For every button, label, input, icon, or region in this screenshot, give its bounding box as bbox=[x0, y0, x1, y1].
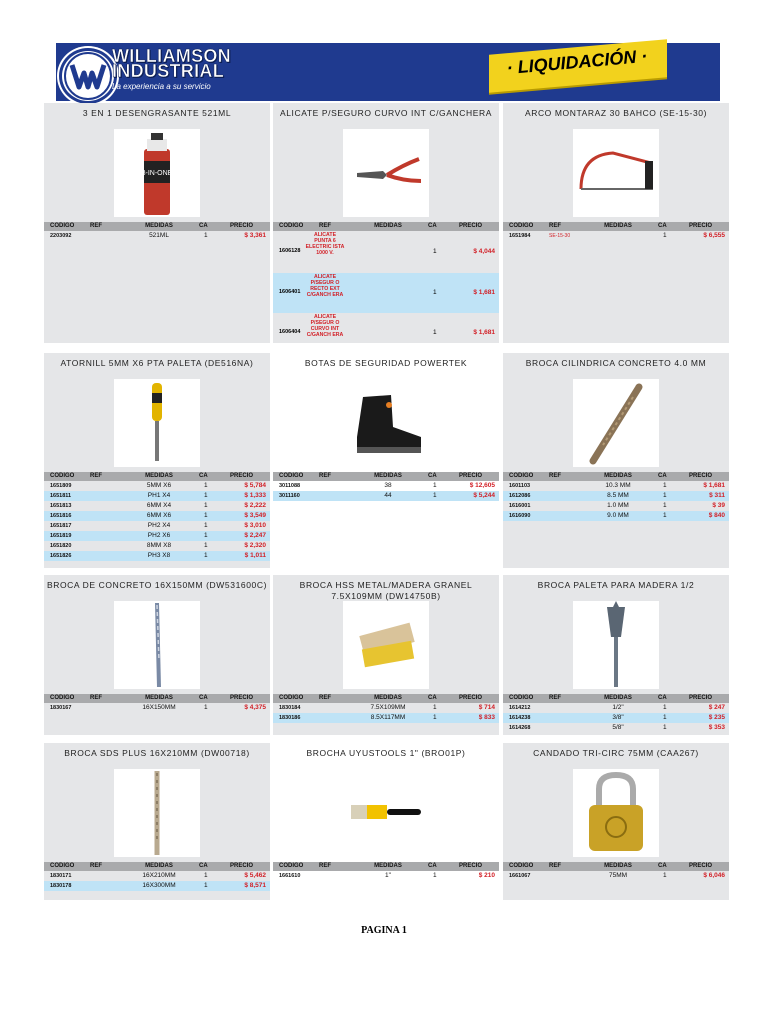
product-title: BROCA CILINDRICA CONCRETO 4.0 MM bbox=[525, 358, 707, 368]
cell-medidas: 5/8" bbox=[612, 724, 624, 731]
bow-saw-icon bbox=[573, 129, 659, 217]
table-row bbox=[273, 871, 499, 881]
cell-medidas: 7.5X109MM bbox=[370, 704, 406, 711]
cell-medidas: PH2 X4 bbox=[147, 522, 171, 529]
col-codigo: CODIGO bbox=[279, 473, 304, 479]
col-ca: CA bbox=[428, 863, 437, 869]
cell-ca: 1 bbox=[433, 714, 437, 721]
col-ref: REF bbox=[549, 473, 561, 479]
cell-codigo: 1601103 bbox=[509, 483, 531, 489]
product-card bbox=[273, 743, 499, 900]
cell-medidas: 10.3 MM bbox=[605, 482, 631, 489]
cell-codigo: 1606401 bbox=[279, 289, 301, 295]
col-codigo: CODIGO bbox=[50, 473, 75, 479]
col-codigo: CODIGO bbox=[279, 695, 304, 701]
cell-codigo: 1651817 bbox=[50, 523, 72, 529]
cell-ca: 1 bbox=[204, 882, 208, 889]
table-row bbox=[503, 871, 729, 881]
cell-precio: $ 6,555 bbox=[703, 232, 725, 239]
cell-precio: $ 353 bbox=[708, 724, 725, 731]
col-codigo: CODIGO bbox=[279, 863, 304, 869]
product-title: 3 EN 1 DESENGRASANTE 521ML bbox=[82, 108, 232, 118]
cell-ca: 1 bbox=[204, 542, 208, 549]
cell-ca: 1 bbox=[204, 522, 208, 529]
col-precio: PRECIO bbox=[459, 223, 483, 229]
col-codigo: CODIGO bbox=[50, 863, 75, 869]
table-row bbox=[44, 531, 270, 541]
col-codigo: CODIGO bbox=[279, 223, 304, 229]
cell-ca: 1 bbox=[433, 492, 437, 499]
svg-text:3-IN-ONE: 3-IN-ONE bbox=[141, 170, 173, 177]
table-header bbox=[44, 862, 270, 871]
col-codigo: CODIGO bbox=[509, 695, 534, 701]
col-medidas: MEDIDAS bbox=[604, 223, 632, 229]
table-row bbox=[44, 481, 270, 491]
product-title: BROCA PALETA PARA MADERA 1/2 bbox=[537, 580, 695, 590]
col-ca: CA bbox=[199, 223, 208, 229]
brand-name bbox=[112, 46, 231, 81]
cell-precio: $ 39 bbox=[712, 502, 725, 509]
product-card bbox=[503, 353, 729, 568]
product-card bbox=[44, 353, 270, 568]
col-medidas: MEDIDAS bbox=[145, 695, 173, 701]
table-row bbox=[44, 231, 270, 241]
cell-ca: 1 bbox=[204, 232, 208, 239]
cell-codigo: 1830171 bbox=[50, 873, 72, 879]
col-ref: REF bbox=[90, 473, 102, 479]
table-header bbox=[503, 862, 729, 871]
cell-codigo: 3011160 bbox=[279, 493, 300, 499]
table-row bbox=[503, 501, 729, 511]
cell-medidas: PH1 X4 bbox=[147, 492, 171, 499]
col-ref: REF bbox=[90, 223, 102, 229]
cell-medidas: 9.0 MM bbox=[607, 512, 629, 519]
col-precio: PRECIO bbox=[689, 223, 713, 229]
cell-ca: 1 bbox=[663, 232, 667, 239]
table-row bbox=[273, 313, 499, 353]
cell-codigo: 1830186 bbox=[279, 715, 301, 721]
cell-codigo: 1614212 bbox=[509, 705, 531, 711]
williamson-logo bbox=[59, 48, 117, 104]
cell-codigo: 1616001 bbox=[509, 503, 531, 509]
table-row bbox=[273, 481, 499, 491]
col-precio: PRECIO bbox=[459, 695, 483, 701]
cell-ca: 1 bbox=[204, 552, 208, 559]
cell-ca: 1 bbox=[663, 704, 667, 711]
cell-medidas: 5MM X6 bbox=[146, 482, 172, 489]
cell-precio: $ 4,044 bbox=[473, 248, 495, 255]
col-precio: PRECIO bbox=[230, 695, 254, 701]
cell-ca: 1 bbox=[663, 482, 667, 489]
cell-precio: $ 5,244 bbox=[473, 492, 495, 499]
table-header bbox=[44, 472, 270, 481]
cell-precio: $ 2,247 bbox=[244, 532, 266, 539]
cell-medidas: 44 bbox=[384, 492, 392, 499]
cell-ca: 1 bbox=[433, 289, 437, 296]
cell-medidas: 75MM bbox=[608, 872, 628, 879]
cell-ca: 1 bbox=[433, 329, 437, 336]
cell-codigo: 1606128 bbox=[279, 248, 301, 254]
product-title: CANDADO TRI-CIRC 75MM (CAA267) bbox=[533, 748, 699, 758]
cell-ca: 1 bbox=[204, 502, 208, 509]
concrete-bit-icon bbox=[114, 601, 200, 689]
col-ca: CA bbox=[199, 695, 208, 701]
paint-brush-icon bbox=[343, 769, 429, 857]
safety-boot-icon bbox=[343, 379, 429, 467]
product-card bbox=[503, 103, 729, 343]
cell-medidas: 6MM X4 bbox=[146, 502, 172, 509]
product-title: BROCA DE CONCRETO 16X150MM (DW531600C) bbox=[46, 580, 268, 590]
cell-codigo: 2203092 bbox=[50, 233, 72, 239]
product-card bbox=[44, 103, 270, 343]
cell-codigo: 1606404 bbox=[279, 329, 301, 335]
brand-line-1: WILLIAMSON bbox=[112, 46, 231, 66]
table-row bbox=[273, 231, 499, 273]
table-row bbox=[273, 703, 499, 713]
cell-medidas: 8MM X8 bbox=[146, 542, 172, 549]
cell-precio: $ 840 bbox=[708, 512, 725, 519]
cell-codigo: 1651816 bbox=[50, 513, 72, 519]
cell-codigo: 1612086 bbox=[509, 493, 531, 499]
col-precio: PRECIO bbox=[689, 863, 713, 869]
cell-ca: 1 bbox=[433, 248, 437, 255]
table-row bbox=[503, 491, 729, 501]
col-codigo: CODIGO bbox=[509, 223, 534, 229]
cell-codigo: 1651809 bbox=[50, 483, 72, 489]
cell-medidas: 38 bbox=[384, 482, 392, 489]
col-ca: CA bbox=[428, 473, 437, 479]
col-ref: REF bbox=[549, 863, 561, 869]
cell-codigo: 1651813 bbox=[50, 503, 72, 509]
cell-precio: $ 235 bbox=[708, 714, 725, 721]
col-ca: CA bbox=[658, 695, 667, 701]
cell-precio: $ 12,605 bbox=[469, 482, 495, 489]
product-card bbox=[44, 575, 270, 735]
col-ca: CA bbox=[658, 863, 667, 869]
cell-precio: $ 210 bbox=[478, 872, 495, 879]
col-ca: CA bbox=[199, 863, 208, 869]
cell-medidas: 3/8" bbox=[612, 714, 624, 721]
cell-codigo: 1830167 bbox=[50, 705, 72, 711]
cell-precio: $ 247 bbox=[708, 704, 725, 711]
col-precio: PRECIO bbox=[230, 223, 254, 229]
col-medidas: MEDIDAS bbox=[374, 473, 402, 479]
spray-can-icon bbox=[114, 129, 200, 217]
cell-codigo: 1616090 bbox=[509, 513, 531, 519]
padlock-icon bbox=[573, 769, 659, 857]
liquidacion-label: · LIQUIDACIÓN · bbox=[505, 45, 649, 79]
product-title: BROCA HSS METAL/MADERA GRANEL 7.5X109MM (DW14750B) bbox=[299, 580, 473, 601]
cell-precio: $ 714 bbox=[478, 704, 495, 711]
cell-ca: 1 bbox=[663, 714, 667, 721]
cell-medidas: 8.5 MM bbox=[607, 492, 629, 499]
product-card bbox=[273, 353, 499, 568]
cell-ca: 1 bbox=[433, 872, 437, 879]
product-title: ALICATE P/SEGURO CURVO INT C/GANCHERA bbox=[279, 108, 493, 118]
col-codigo: CODIGO bbox=[509, 473, 534, 479]
table-header bbox=[273, 222, 499, 231]
cell-ca: 1 bbox=[433, 482, 437, 489]
cell-ca: 1 bbox=[663, 502, 667, 509]
col-medidas: MEDIDAS bbox=[374, 695, 402, 701]
hss-bit-pack-icon bbox=[343, 601, 429, 689]
col-medidas: MEDIDAS bbox=[374, 863, 402, 869]
table-row bbox=[503, 723, 729, 733]
col-medidas: MEDIDAS bbox=[145, 863, 173, 869]
cell-medidas: 6MM X6 bbox=[146, 512, 172, 519]
product-title: BOTAS DE SEGURIDAD POWERTEK bbox=[304, 358, 468, 368]
table-row bbox=[273, 713, 499, 723]
cell-ref: ALICATE PUNTA 6 ELECTRIC ISTA 1000 V. bbox=[305, 232, 345, 256]
col-medidas: MEDIDAS bbox=[604, 473, 632, 479]
cell-codigo: 1651820 bbox=[50, 543, 72, 549]
table-row bbox=[44, 491, 270, 501]
cell-codigo: 1651819 bbox=[50, 533, 72, 539]
cell-ca: 1 bbox=[663, 872, 667, 879]
cell-codigo: 1661067 bbox=[509, 873, 531, 879]
col-precio: PRECIO bbox=[689, 695, 713, 701]
col-codigo: CODIGO bbox=[50, 695, 75, 701]
cell-ca: 1 bbox=[663, 492, 667, 499]
brand-tagline: La experiencia a su servicio bbox=[112, 82, 211, 91]
col-ref: REF bbox=[319, 223, 331, 229]
col-medidas: MEDIDAS bbox=[145, 473, 173, 479]
col-precio: PRECIO bbox=[459, 863, 483, 869]
col-ref: REF bbox=[319, 863, 331, 869]
cell-precio: $ 311 bbox=[709, 492, 725, 499]
cell-codigo: 1830178 bbox=[50, 883, 72, 889]
table-row bbox=[503, 511, 729, 521]
screwdriver-icon bbox=[114, 379, 200, 467]
cell-precio: $ 1,681 bbox=[473, 289, 495, 296]
product-card bbox=[503, 575, 729, 735]
cell-medidas: 16X150MM bbox=[142, 704, 176, 711]
cell-medidas: 16X210MM bbox=[142, 872, 176, 879]
product-title: BROCA SDS PLUS 16X210MM (DW00718) bbox=[64, 748, 250, 758]
col-precio: PRECIO bbox=[230, 863, 254, 869]
cell-precio: $ 2,320 bbox=[244, 542, 266, 549]
col-medidas: MEDIDAS bbox=[604, 695, 632, 701]
brand-line-2: INDUSTRIAL bbox=[112, 61, 224, 81]
col-medidas: MEDIDAS bbox=[374, 223, 402, 229]
cell-medidas: 1.0 MM bbox=[607, 502, 629, 509]
cell-codigo: 1614238 bbox=[509, 715, 531, 721]
cell-ref: ALICATE P/SEGUR O CURVO INT C/GANCH ERA bbox=[306, 314, 344, 338]
cell-medidas: 1" bbox=[385, 872, 391, 879]
table-header bbox=[44, 694, 270, 703]
col-ca: CA bbox=[658, 473, 667, 479]
cell-codigo: 1651826 bbox=[50, 553, 72, 559]
cell-ca: 1 bbox=[204, 872, 208, 879]
cell-ca: 1 bbox=[663, 512, 667, 519]
drill-bit-icon bbox=[573, 379, 659, 467]
product-card bbox=[44, 743, 270, 900]
cell-ca: 1 bbox=[204, 492, 208, 499]
table-row bbox=[44, 501, 270, 511]
table-row bbox=[503, 481, 729, 491]
cell-precio: $ 1,681 bbox=[703, 482, 725, 489]
cell-precio: $ 4,375 bbox=[244, 704, 266, 711]
cell-medidas: 16X300MM bbox=[142, 882, 176, 889]
col-ca: CA bbox=[428, 695, 437, 701]
cell-precio: $ 2,222 bbox=[244, 502, 266, 509]
table-header bbox=[503, 222, 729, 231]
product-card bbox=[273, 103, 499, 343]
table-row bbox=[503, 231, 729, 241]
col-codigo: CODIGO bbox=[509, 863, 534, 869]
product-title: ATORNILL 5MM X6 PTA PALETA (DE516NA) bbox=[60, 358, 254, 368]
cell-precio: $ 5,462 bbox=[244, 872, 266, 879]
cell-medidas: 1/2" bbox=[612, 704, 624, 711]
cell-precio: $ 6,046 bbox=[703, 872, 725, 879]
cell-ref: ALICATE P/SEGUR O RECTO EXT C/GANCH ERA bbox=[306, 274, 344, 298]
table-row bbox=[503, 703, 729, 713]
col-ref: REF bbox=[319, 695, 331, 701]
sds-bit-icon bbox=[114, 769, 200, 857]
cell-precio: $ 1,011 bbox=[244, 552, 266, 559]
cell-ca: 1 bbox=[433, 704, 437, 711]
col-precio: PRECIO bbox=[689, 473, 713, 479]
cell-ca: 1 bbox=[663, 724, 667, 731]
col-precio: PRECIO bbox=[230, 473, 254, 479]
page-number: PAGINA 1 bbox=[361, 925, 407, 936]
cell-ca: 1 bbox=[204, 482, 208, 489]
pliers-icon bbox=[343, 129, 429, 217]
table-row bbox=[503, 713, 729, 723]
cell-medidas: PH2 X6 bbox=[147, 532, 171, 539]
cell-codigo: 3011088 bbox=[279, 483, 301, 489]
cell-codigo: 1651984 bbox=[509, 233, 531, 239]
cell-precio: $ 8,571 bbox=[244, 882, 266, 889]
cell-codigo: 1661610 bbox=[279, 873, 301, 879]
table-row bbox=[44, 511, 270, 521]
cell-medidas: PH3 X8 bbox=[147, 552, 171, 559]
col-ca: CA bbox=[658, 223, 667, 229]
col-ref: REF bbox=[549, 695, 561, 701]
table-header bbox=[503, 694, 729, 703]
cell-ca: 1 bbox=[204, 512, 208, 519]
cell-codigo: 1614268 bbox=[509, 725, 531, 731]
table-row bbox=[44, 881, 270, 891]
table-row bbox=[273, 491, 499, 501]
cell-precio: $ 5,784 bbox=[244, 482, 266, 489]
product-card bbox=[273, 575, 499, 735]
spade-bit-icon bbox=[573, 601, 659, 689]
table-header bbox=[503, 472, 729, 481]
product-title: BROCHA UYUSTOOLS 1" (BRO01P) bbox=[306, 748, 466, 758]
table-row bbox=[44, 541, 270, 551]
col-ref: REF bbox=[319, 473, 331, 479]
col-precio: PRECIO bbox=[459, 473, 483, 479]
col-ca: CA bbox=[428, 223, 437, 229]
cell-precio: $ 3,549 bbox=[244, 512, 266, 519]
cell-ca: 1 bbox=[204, 704, 208, 711]
table-row bbox=[44, 703, 270, 713]
col-ref: REF bbox=[90, 695, 102, 701]
cell-precio: $ 3,361 bbox=[244, 232, 266, 239]
table-row bbox=[44, 551, 270, 561]
cell-medidas: 8.5X117MM bbox=[370, 714, 406, 721]
product-title: ARCO MONTARAZ 30 BAHCO (SE-15-30) bbox=[524, 108, 708, 118]
table-header bbox=[273, 694, 499, 703]
col-medidas: MEDIDAS bbox=[145, 223, 173, 229]
table-header bbox=[44, 222, 270, 231]
table-row bbox=[44, 871, 270, 881]
col-medidas: MEDIDAS bbox=[604, 863, 632, 869]
cell-codigo: 1651811 bbox=[50, 493, 72, 499]
col-ca: CA bbox=[199, 473, 208, 479]
table-header bbox=[273, 862, 499, 871]
cell-codigo: 1830184 bbox=[279, 705, 301, 711]
cell-ca: 1 bbox=[204, 532, 208, 539]
cell-ref: SE-15-30 bbox=[549, 233, 571, 239]
cell-precio: $ 833 bbox=[478, 714, 495, 721]
cell-precio: $ 3,010 bbox=[244, 522, 266, 529]
cell-medidas: 521ML bbox=[149, 232, 169, 239]
table-header bbox=[273, 472, 499, 481]
col-codigo: CODIGO bbox=[50, 223, 75, 229]
table-row bbox=[273, 273, 499, 313]
cell-precio: $ 1,681 bbox=[473, 329, 495, 336]
col-ref: REF bbox=[90, 863, 102, 869]
product-card bbox=[503, 743, 729, 900]
table-row bbox=[44, 521, 270, 531]
col-ref: REF bbox=[549, 223, 561, 229]
cell-precio: $ 1,333 bbox=[244, 492, 266, 499]
